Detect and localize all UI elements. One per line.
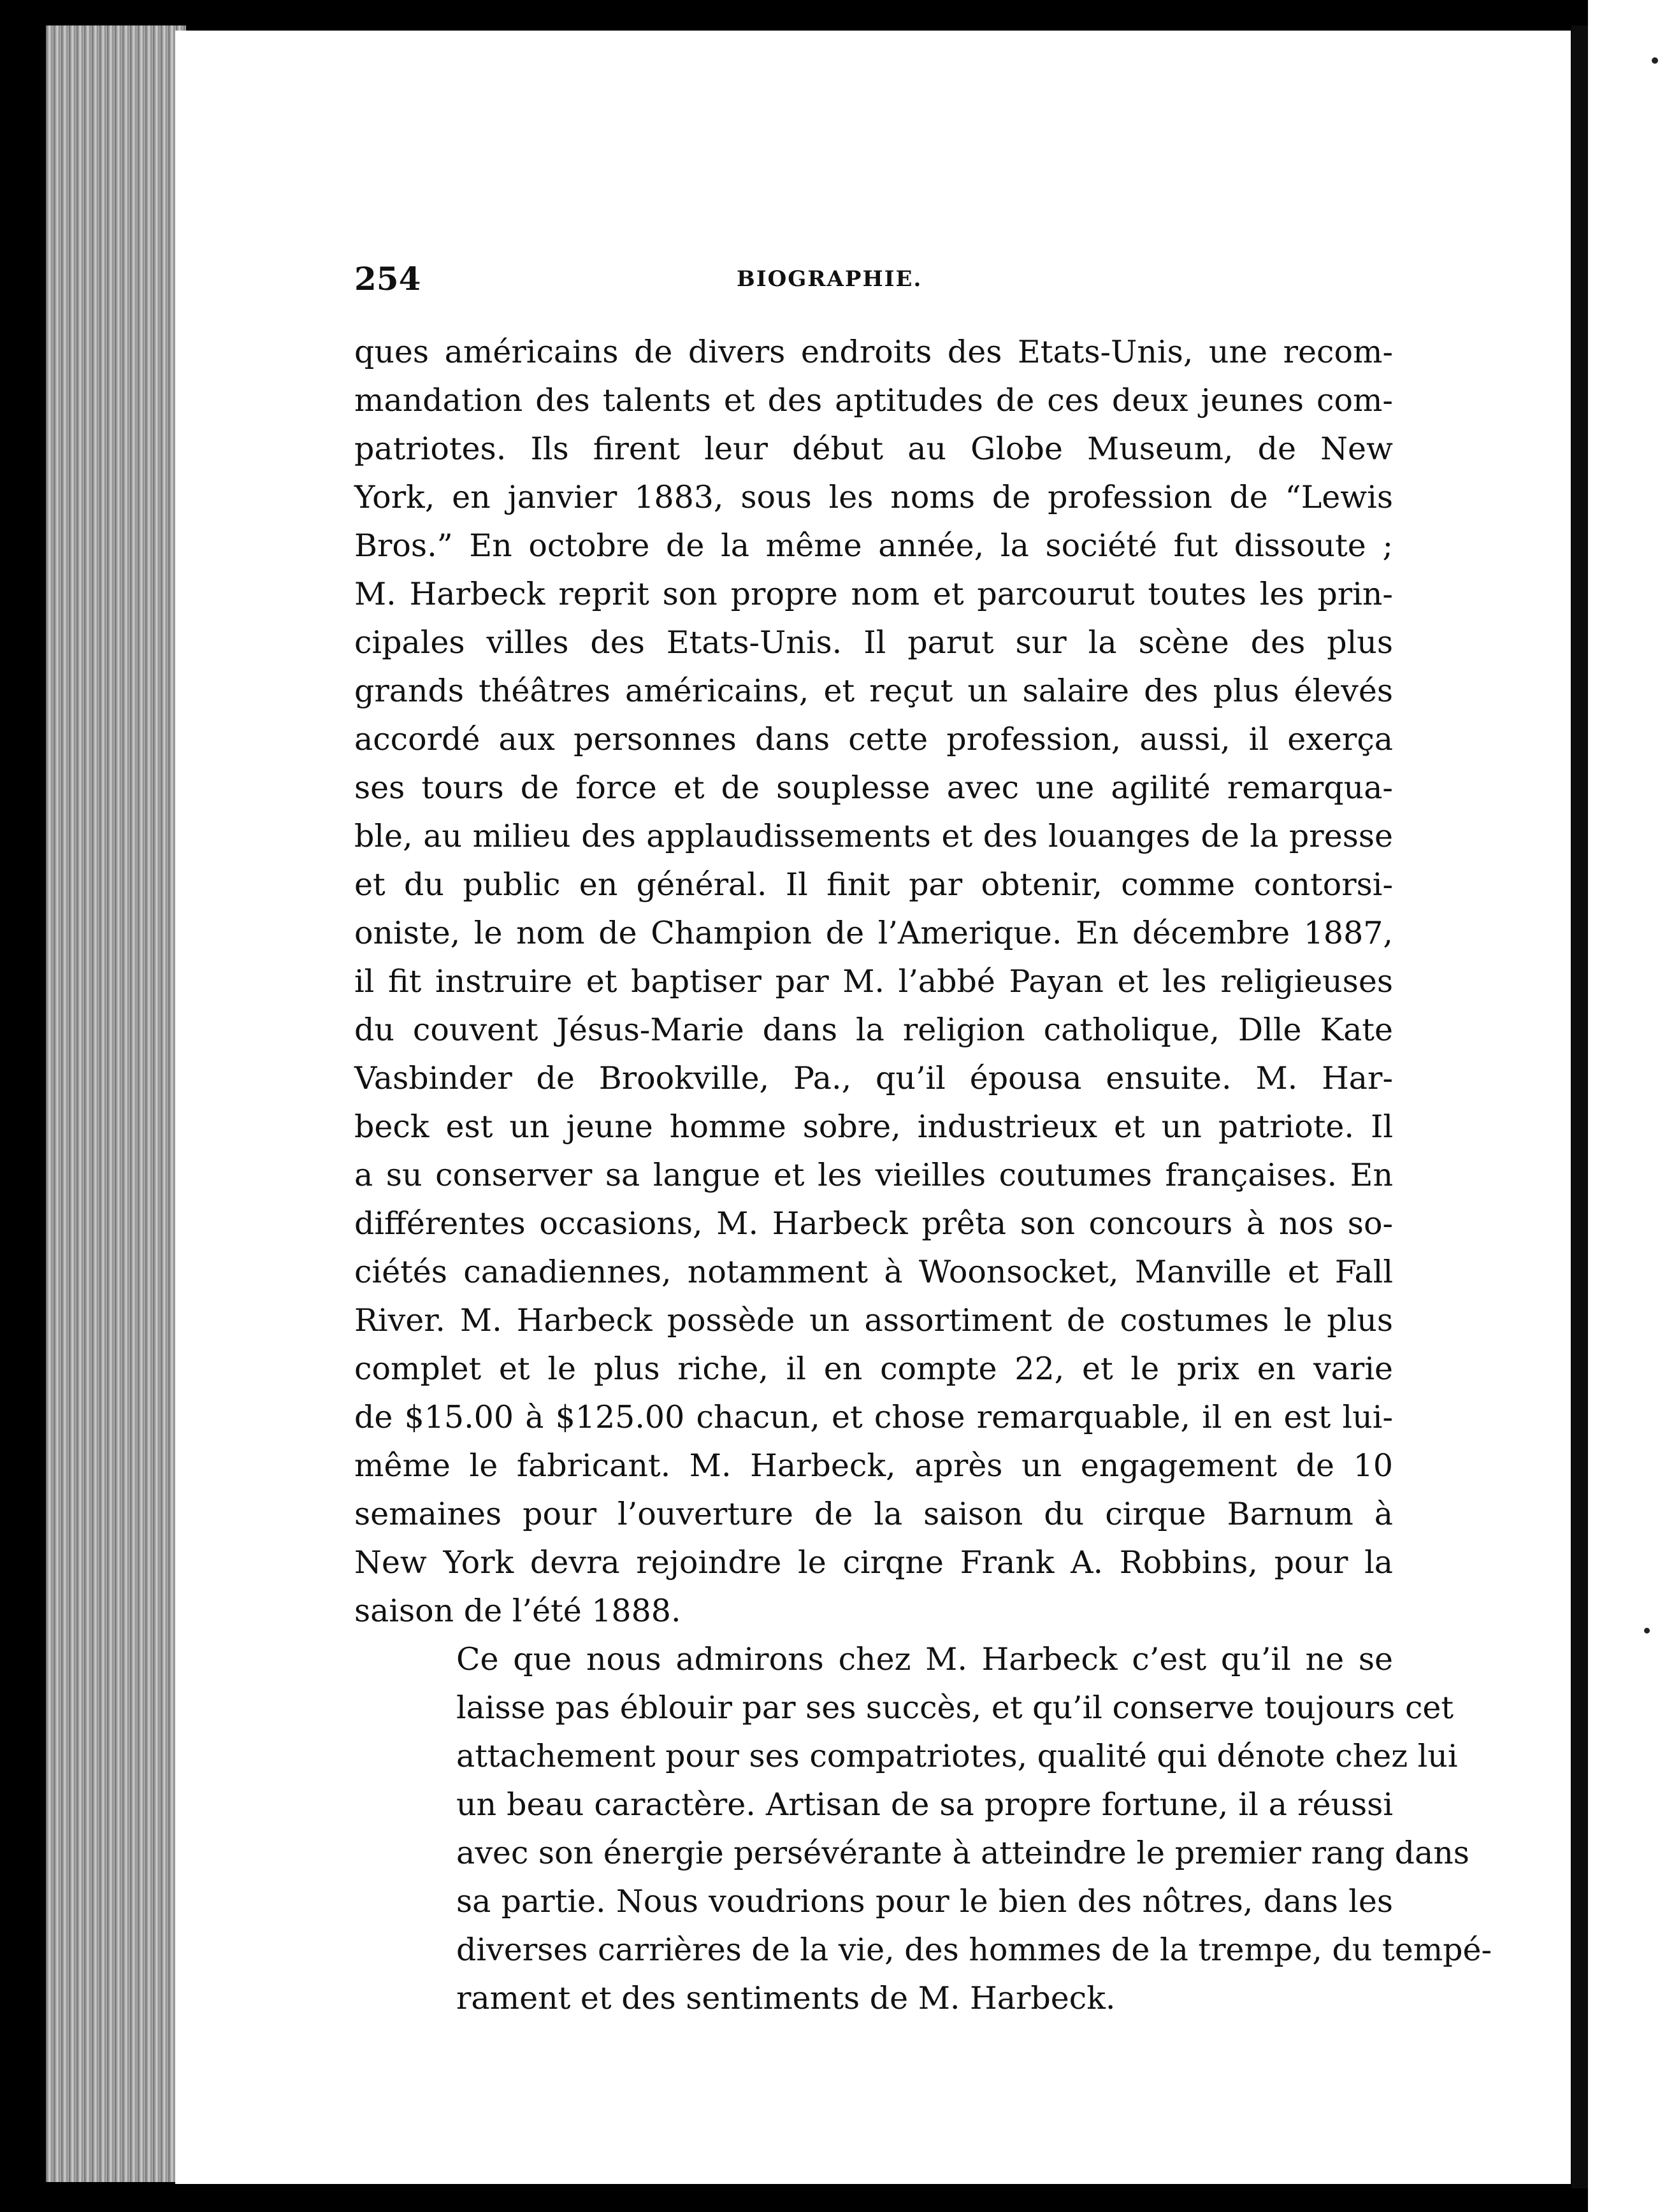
text-line: mandation des talents et des aptitudes de ces deux jeunes com- — [354, 382, 1393, 419]
paragraph-1 — [354, 328, 1393, 1635]
text-line: il fit instruire et baptiser par M. l’abbé Payan et les religieuses — [354, 963, 1393, 1000]
text-line: différentes occasions, M. Harbeck prêta son concours à nos so- — [354, 1205, 1393, 1242]
text-line: saison de l’été 1888. — [354, 1593, 681, 1629]
text-line: accordé aux personnes dans cette profession, aussi, il exerça — [354, 721, 1393, 758]
book-gutter-shadow — [1571, 25, 1588, 2188]
text-line: ciétés canadiennes, notamment à Woonsocket, Manville et Fall — [354, 1254, 1393, 1290]
book-page-edges — [46, 25, 186, 2182]
text-line: patriotes. Ils firent leur début au Globe Museum, de New — [354, 431, 1393, 467]
page-header — [354, 260, 1393, 311]
text-line: cipales villes des Etats-Unis. Il parut sur la scène des plus — [354, 624, 1393, 661]
text-line: rament et des sentiments de M. Harbeck. — [456, 1980, 1116, 2016]
text-line: River. M. Harbeck possède un assortiment de costumes le plus — [354, 1302, 1393, 1339]
text-line: oniste, le nom de Champion de l’Amerique. En décembre 1887, — [354, 915, 1393, 951]
text-line: un beau caractère. Artisan de sa propre fortune, il a réussi — [456, 1786, 1393, 1823]
text-line: ble, au milieu des applaudissements et des louanges de la presse — [354, 818, 1393, 854]
text-line: diverses carrières de la vie, des hommes de la trempe, du tempé- — [456, 1932, 1492, 1968]
page-number: 254 — [354, 260, 421, 298]
body-text — [354, 328, 1492, 2023]
text-line: sa partie. Nous voudrions pour le bien des nôtres, dans les — [456, 1883, 1393, 1920]
text-line: beck est un jeune homme sobre, industrieux et un patriote. Il — [354, 1109, 1393, 1145]
paper-speck — [1652, 57, 1658, 64]
text-line: du couvent Jésus-Marie dans la religion catholique, Dlle Kate — [354, 1012, 1393, 1048]
running-head: BIOGRAPHIE. — [737, 266, 923, 292]
text-line: même le fabricant. M. Harbeck, après un engagement de 10 — [354, 1447, 1393, 1484]
text-line: ques américains de divers endroits des Etats-Unis, une recom- — [354, 334, 1393, 370]
text-line: attachement pour ses compatriotes, qualité qui dénote chez lui — [456, 1738, 1458, 1774]
paragraph-2 — [354, 1635, 1492, 2023]
facing-page-edge — [1588, 0, 1667, 2212]
text-line: laisse pas éblouir par ses succès, et qu’il conserve toujours cet — [456, 1690, 1454, 1726]
paper-speck — [1644, 1628, 1650, 1634]
text-line: de $15.00 à $125.00 chacun, et chose remarquable, il en est lui- — [354, 1399, 1393, 1435]
text-line: Bros.” En octobre de la même année, la société fut dissoute ; — [354, 528, 1393, 564]
text-line: a su conserver sa langue et les vieilles coutumes françaises. En — [354, 1157, 1393, 1193]
text-line: York, en janvier 1883, sous les noms de profession de “Lewis — [354, 479, 1393, 515]
text-line: M. Harbeck reprit son propre nom et parcourut toutes les prin- — [354, 576, 1393, 612]
text-line: ses tours de force et de souplesse avec une agilité remarqua- — [354, 770, 1393, 806]
text-line: Ce que nous admirons chez M. Harbeck c’est qu’il ne se — [456, 1641, 1393, 1677]
text-line: Vasbinder de Brookville, Pa., qu’il épousa ensuite. M. Har- — [354, 1060, 1393, 1096]
text-line: semaines pour l’ouverture de la saison du cirque Barnum à — [354, 1496, 1393, 1532]
text-line: complet et le plus riche, il en compte 22, et le prix en varie — [354, 1351, 1393, 1387]
text-line: et du public en général. Il finit par obtenir, comme contorsi- — [354, 866, 1393, 903]
text-line: grands théâtres américains, et reçut un salaire des plus élevés — [354, 673, 1393, 709]
text-line: avec son énergie persévérante à atteindre le premier rang dans — [456, 1835, 1469, 1871]
text-line: New York devra rejoindre le cirqne Frank A. Robbins, pour la — [354, 1544, 1393, 1581]
